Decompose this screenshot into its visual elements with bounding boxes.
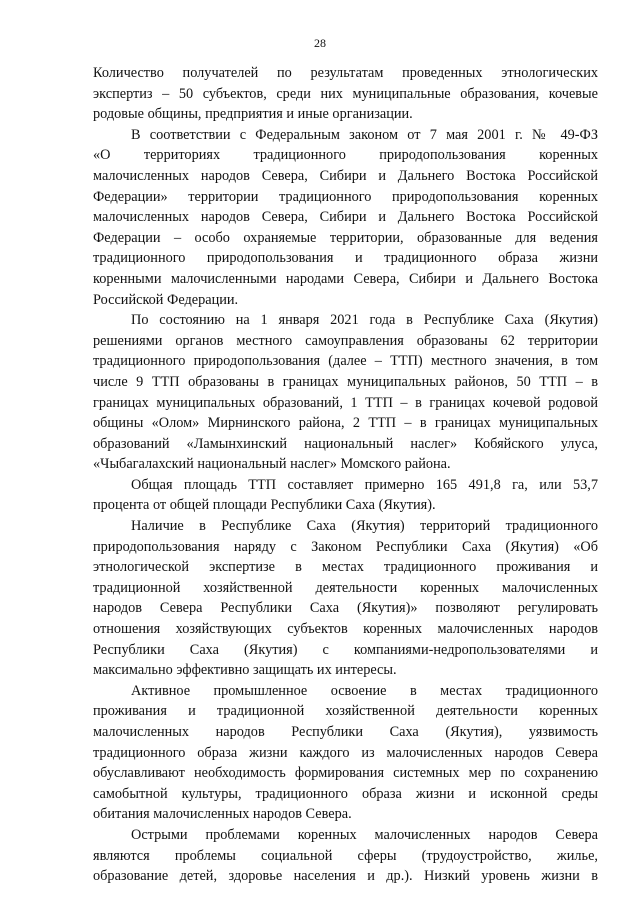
text-line: Острыми проблемами коренных малочисленных народов Севера <box>131 826 598 843</box>
text-line: экспертиз – 50 субъектов, среди них муниципальные образования, кочевые <box>93 85 598 102</box>
text-line: процента от общей площади Республики Саха (Якутия). <box>93 497 436 514</box>
text-line: «О территориях традиционного природопользования коренных <box>93 147 598 164</box>
text-line: этнологической экспертизе в местах традиционного проживания и <box>93 559 598 576</box>
text-line: решениями органов местного самоуправления образованы 62 территории <box>93 332 598 349</box>
text-line: традиционного природопользования и традиционного образа жизни <box>93 250 598 267</box>
text-line: самобытной культуры, традиционного образа жизни и исконной среды <box>93 785 598 802</box>
text-line: В соответствии с Федеральным законом от 7 мая 2001 г. № 49-ФЗ <box>131 126 598 143</box>
text-line: являются проблемы социальной сферы (трудоустройство, жилье, <box>93 847 598 864</box>
text-line: коренными малочисленными народами Севера, Сибири и Дальнего Востока <box>93 270 598 287</box>
text-line: проживания и традиционной хозяйственной деятельности коренных <box>93 703 598 720</box>
text-line: Активное промышленное освоение в местах традиционного <box>131 682 598 699</box>
text-line: образование детей, здоровье населения и др.). Низкий уровень жизни в <box>93 868 598 885</box>
text-line: традиционного природопользования (далее – ТТП) местного значения, в том <box>93 353 598 370</box>
text-line: Российской Федерации. <box>93 291 239 308</box>
text-line: родовые общины, предприятия и иные организации. <box>93 106 413 123</box>
text-line: Наличие в Республике Саха (Якутия) территорий традиционного <box>131 518 598 535</box>
text-line: обитания малочисленных народов Севера. <box>93 806 352 823</box>
text-line: традиционного образа жизни каждого из малочисленных народов Севера <box>93 744 598 761</box>
text-line: Федерации» территории традиционного природопользования коренных <box>93 188 598 205</box>
text-line: Федерации – особо охраняемые территории, образованные для ведения <box>93 229 598 246</box>
text-line: образований «Ламынхинский национальный наслег» Кобяйского улуса, <box>93 435 598 452</box>
text-line: народов Севера Республики Саха (Якутия)» позволяют регулировать <box>93 600 598 617</box>
text-line: отношения хозяйствующих субъектов коренных малочисленных народов <box>93 621 598 638</box>
text-line: Общая площадь ТТП составляет примерно 165 491,8 га, или 53,7 <box>131 476 598 493</box>
text-line: традиционной хозяйственной деятельности коренных малочисленных <box>93 579 598 596</box>
text-line: малочисленных народов Севера, Сибири и Дальнего Востока Российской <box>93 209 598 226</box>
text-line: природопользования наряду с Законом Республики Саха (Якутия) «Об <box>93 538 598 555</box>
text-line: «Чыбагалахский национальный наслег» Момского района. <box>93 456 451 473</box>
text-line: Количество получателей по результатам проведенных этнологических <box>93 65 598 81</box>
text-line: общины «Олом» Мирнинского района, 2 ТТП – в границах муниципальных <box>93 415 598 432</box>
text-line: числе 9 ТТП образованы в границах муниципальных районов, 50 ТТП – в <box>93 373 598 390</box>
text-line: границах муниципальных образований, 1 ТТП – в границах кочевой родовой <box>93 394 598 411</box>
page-number: 28 <box>314 36 326 50</box>
text-line: Республики Саха (Якутия) с компаниями-недропользователями и <box>93 641 598 658</box>
text-line: максимально эффективно защищать их интересы. <box>93 662 397 679</box>
text-line: малочисленных народов Севера, Сибири и Дальнего Востока Российской <box>93 167 598 184</box>
text-line: обуславливают необходимость формирования системных мер по сохранению <box>93 765 598 782</box>
text-line: По состоянию на 1 января 2021 года в Республике Саха (Якутия) <box>131 312 598 329</box>
body-text <box>93 63 598 887</box>
text-line: малочисленных народов Республики Саха (Якутия), уязвимость <box>93 724 598 740</box>
